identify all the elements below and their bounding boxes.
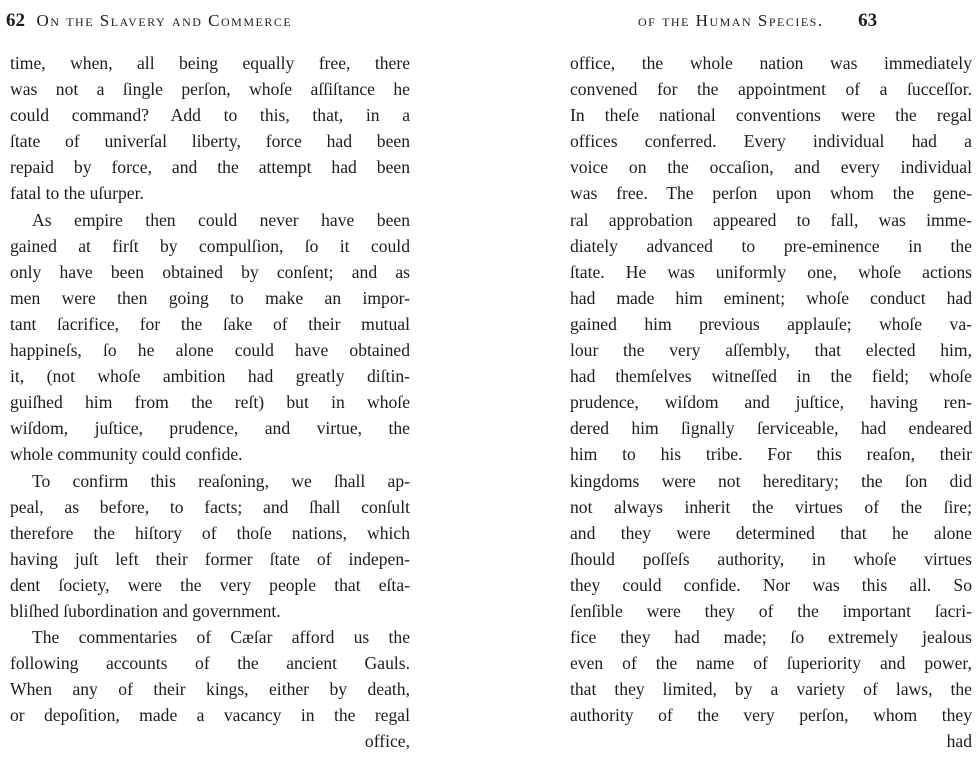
text-line: guiſhed him from the reſt) but in whoſe [10, 392, 410, 413]
text-line: To confirm this reaſoning, we ſhall ap- [32, 470, 410, 491]
text-line: repaid by force, and the attempt had been [10, 157, 410, 178]
text-line: office, the whole nation was immediately [570, 53, 972, 73]
left-body-text [10, 50, 410, 755]
text-line: gained at firſt by compulſion, ſo it could [10, 235, 410, 256]
text-line: As empire then could never have been [32, 209, 410, 230]
text-line: having juſt left their former ſtate of indepen- [10, 548, 410, 569]
text-line: was not a ſingle perſon, whoſe aſſiſtance he [10, 79, 410, 100]
text-line: prudence, wiſdom and juſtice, having ren- [570, 392, 972, 413]
text-line: ral approbation appeared to fall, was imme- [570, 209, 972, 230]
text-line: voice on the occaſion, and every individual [570, 157, 972, 178]
text-line: only have been obtained by conſent; and as [10, 261, 410, 282]
catchword: had [946, 731, 972, 752]
right-running-head [638, 10, 877, 32]
text-line: ſtate. He was uniformly one, whoſe actions [570, 261, 972, 282]
text-line: kingdoms were not hereditary; the ſon did [570, 470, 972, 491]
text-line: or depoſition, made a vacancy in the regal [10, 705, 410, 726]
text-line: When any of their kings, either by death, [10, 679, 410, 700]
text-line: dered him ſignally ſerviceable, had endeared [570, 418, 972, 439]
text-line: they could confide. Nor was this all. So [570, 574, 972, 595]
right-body-text [570, 50, 972, 755]
text-line: had themſelves witneſſed in the field; whoſe [570, 366, 972, 387]
text-line: had made him eminent; whoſe conduct had [570, 287, 972, 308]
text-line: wiſdom, juſtice, prudence, and virtue, the [10, 418, 410, 439]
text-line: not always inherit the virtues of the ſire; [570, 496, 972, 517]
text-line: ſenſible were they of the important ſacri- [570, 600, 972, 621]
text-line: men were then going to make an impor- [10, 287, 410, 308]
text-line: gained him previous applauſe; whoſe va- [570, 313, 972, 334]
text-line: diately advanced to pre-eminence in the [570, 235, 972, 256]
text-line: even of the name of ſuperiority and power, [570, 653, 972, 674]
text-line: bliſhed ſubordination and government. [10, 600, 281, 621]
text-line: that they limited, by a variety of laws, the [570, 679, 972, 700]
left-running-title: On the Slavery and Commerce [36, 11, 293, 30]
text-line: The commentaries of Cæſar afford us the [32, 627, 410, 648]
text-line: convened for the appointment of a ſucceſſor. [570, 79, 972, 100]
right-running-title: of the Human Species. [638, 11, 824, 30]
text-line: ſhould poſſeſs authority, in whoſe virtues [570, 548, 972, 569]
text-line: ſtate of univerſal liberty, force had been [10, 131, 410, 152]
catchword: office, [364, 731, 410, 752]
text-line: happineſs, ſo he alone could have obtained [10, 340, 410, 361]
text-line: therefore the hiſtory of thoſe nations, which [10, 522, 410, 543]
text-line: In theſe national conventions were the regal [570, 105, 972, 126]
text-line: time, when, all being equally free, there [10, 53, 410, 73]
text-line: it, (not whoſe ambition had greatly diſtin- [10, 366, 410, 387]
text-line: offices conferred. Every individual had a [570, 131, 972, 152]
left-running-head [6, 10, 292, 32]
text-line: could command? Add to this, that, in a [10, 105, 410, 126]
text-line: following accounts of the ancient Gauls. [10, 653, 410, 674]
text-line: whole community could confide. [10, 444, 243, 465]
left-page-number: 62 [6, 10, 25, 31]
text-line: lour the very aſſembly, that elected him, [570, 340, 972, 361]
text-line: dent ſociety, were the very people that eſta- [10, 574, 410, 595]
text-line: peal, as before, to facts; and ſhall conſult [10, 496, 410, 517]
text-line: fice they had made; ſo extremely jealous [570, 627, 972, 648]
text-line: authority of the very perſon, whom they [570, 705, 972, 726]
text-line: fatal to the uſurper. [10, 183, 144, 204]
text-line: and they were determined that he alone [570, 522, 972, 543]
text-line: him to his tribe. For this reaſon, their [570, 444, 972, 465]
right-page-number: 63 [858, 10, 878, 31]
text-line: was free. The perſon upon whom the gene- [570, 183, 972, 204]
text-line: tant ſacrifice, for the ſake of their mutual [10, 313, 410, 334]
